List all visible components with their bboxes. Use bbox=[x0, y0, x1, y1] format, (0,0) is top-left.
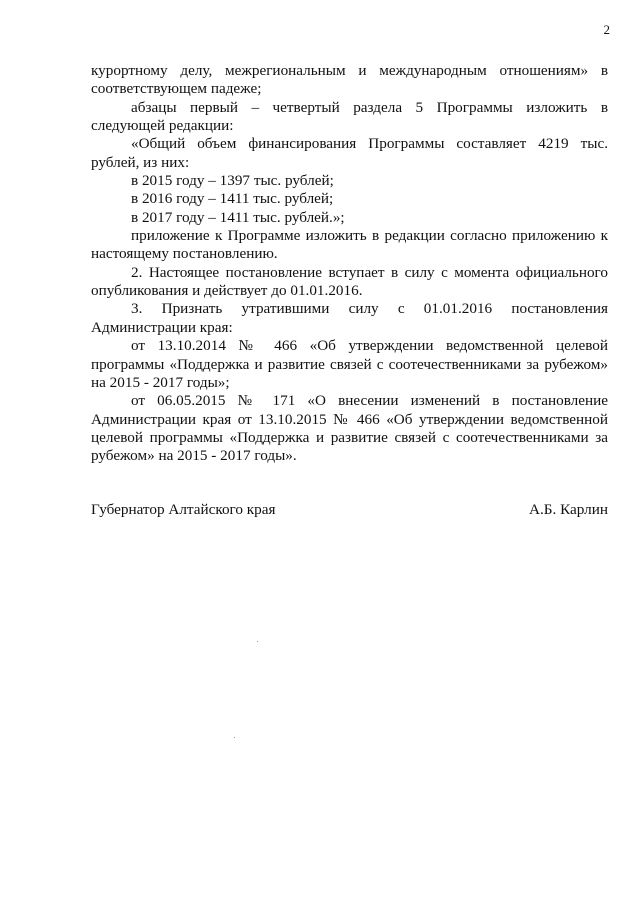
paragraph: от 06.05.2015 № 171 «О внесении изменений в постановление Администрации края от 13.10.2015 № 466 «Об утверждении ведомственной целевой программы «Поддержка и развитие связей с соотечественниками за рубежом» на 2015 - 2017 годы». bbox=[91, 392, 608, 465]
paragraph: абзацы первый – четвертый раздела 5 Программы изложить в следующей редакции: bbox=[91, 98, 608, 135]
paragraph: курортному делу, межрегиональным и международным отношениям» в соответствующем падеже; bbox=[91, 62, 608, 98]
signatory-position: Губернатор Алтайского края bbox=[91, 501, 276, 518]
scan-speck bbox=[234, 737, 235, 738]
document-body bbox=[91, 62, 608, 466]
paragraph: приложение к Программе изложить в редакции согласно приложению к настоящему постановлению. bbox=[91, 227, 608, 263]
page-number: 2 bbox=[603, 22, 610, 37]
paragraph: «Общий объем финансирования Программы составляет 4219 тыс. рублей, из них: bbox=[91, 135, 608, 171]
paragraph: в 2016 году – 1411 тыс. рублей; bbox=[131, 190, 334, 208]
scan-speck bbox=[257, 641, 258, 642]
paragraph: в 2017 году – 1411 тыс. рублей.»; bbox=[131, 208, 345, 226]
paragraph: 3. Признать утратившими силу с 01.01.2016 постановления Администрации края: bbox=[91, 300, 608, 336]
paragraph: от 13.10.2014 № 466 «Об утверждении ведомственной целевой программы «Поддержка и развитие связей с соотечественниками за рубежом» на 2015 - 2017 годы»; bbox=[91, 337, 608, 391]
paragraph: 2. Настоящее постановление вступает в силу с момента официального опубликования и действует до 01.01.2016. bbox=[91, 263, 608, 300]
signatory-name: А.Б. Карлин bbox=[529, 501, 608, 518]
signature-block bbox=[91, 501, 608, 519]
paragraph: в 2015 году – 1397 тыс. рублей; bbox=[131, 172, 334, 190]
